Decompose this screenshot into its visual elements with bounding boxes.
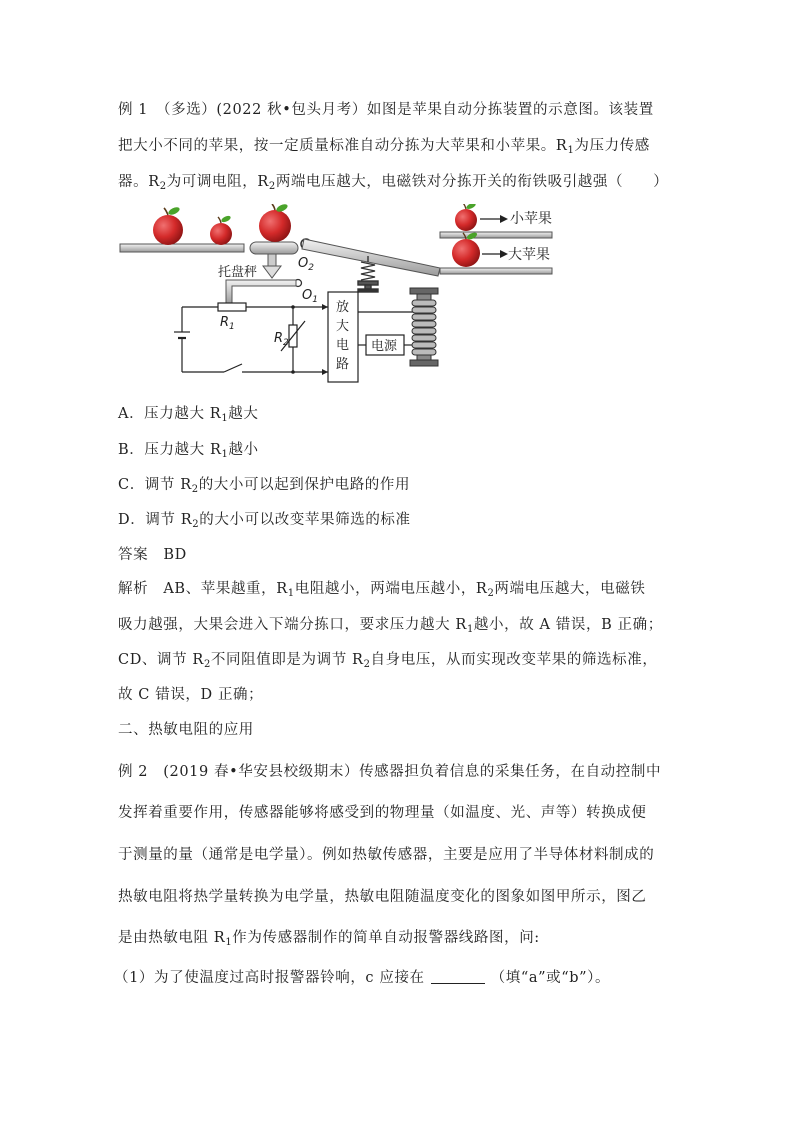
subscript: 2 <box>203 659 211 670</box>
apple-1 <box>153 206 183 245</box>
tray-label: 托盘秤 <box>218 265 258 280</box>
apple-3 <box>259 204 291 242</box>
big-apple-label: 大苹果 <box>508 247 550 263</box>
text: 电阻越小，两端电压越小，R <box>294 581 488 597</box>
text: （填“a”或“b”）。 <box>490 970 611 986</box>
amp-char-4: 路 <box>336 357 350 372</box>
text: D．调节 R <box>118 512 193 528</box>
text: 越小，故 A 错误，B 正确； <box>473 617 663 633</box>
answer-label: 答案 <box>118 547 149 563</box>
section-heading: 二、热敏电阻的应用 <box>118 722 254 738</box>
example2-line1 <box>118 760 661 781</box>
amp-char-3: 电 <box>336 338 350 353</box>
text: A．压力越大 R <box>118 406 222 422</box>
text: 两端电压越大，电磁铁对分拣开关的衔铁吸引越强（ ） <box>275 174 669 190</box>
text: AB、苹果越重，R <box>163 581 288 597</box>
example1-line3 <box>118 170 668 192</box>
r1-label: $R_1$ <box>220 315 235 332</box>
option-a <box>118 402 258 424</box>
r1-resistor <box>218 303 246 311</box>
example1-label: 例 1 <box>118 102 149 118</box>
answer-line <box>118 543 187 564</box>
subscript: 1 <box>221 449 229 460</box>
question-1 <box>114 966 610 987</box>
power-label: 电源 <box>371 339 398 354</box>
answer-value: BD <box>163 547 187 563</box>
subscript: 1 <box>221 413 229 424</box>
lower-track <box>440 268 552 274</box>
text: 不同阻值即是为调节 R <box>210 652 364 668</box>
text: B．压力越大 R <box>118 442 222 458</box>
text: (2019 春•华安县校级期末）传感器担负着信息的采集任务，在自动控制中 <box>163 764 662 780</box>
circuit <box>174 292 422 382</box>
text: 的大小可以改变苹果筛选的标准 <box>199 512 411 528</box>
text: 吸力越强，大果会进入下端分拣口，要求压力越大 R <box>118 617 467 633</box>
text: CD、调节 R <box>118 652 204 668</box>
r2-label: $R_2$ <box>274 331 289 348</box>
option-d <box>118 508 411 530</box>
example1-text: （多选）(2022 秋•包头月考）如图是苹果自动分拣装置的示意图。该装置 <box>163 102 654 118</box>
analysis-line3 <box>118 648 657 670</box>
o1-label: $O_1$ <box>302 288 318 305</box>
example2-line5 <box>118 926 540 948</box>
text: R <box>148 174 160 190</box>
lever-o1 <box>226 280 296 304</box>
text: R <box>257 174 269 190</box>
apple-2 <box>210 215 232 245</box>
text: 故 C 错误，D 正确； <box>118 687 264 703</box>
text: 越大 <box>228 406 259 422</box>
text: 越小 <box>228 442 259 458</box>
text: 两端电压越大，电磁铁 <box>494 581 646 597</box>
upper-track <box>440 232 552 238</box>
text: 把大小不同的苹果，按一定质量标准自动分拣为大苹果和小苹果。 <box>118 138 556 154</box>
subscript: 1 <box>225 937 233 948</box>
option-b <box>118 438 259 460</box>
analysis-label: 解析 <box>118 581 149 597</box>
example2-label: 例 2 <box>118 764 149 780</box>
text: 为压力传感 <box>574 138 650 154</box>
option-c <box>118 473 410 495</box>
text: 自身电压，从而实现改变苹果的筛选标准， <box>370 652 658 668</box>
text: 的大小可以起到保护电路的作用 <box>198 477 411 493</box>
subscript: 2 <box>363 659 371 670</box>
amp-char-2: 大 <box>336 319 350 334</box>
text: 作为传感器制作的简单自动报警器线路图，问: <box>232 930 540 946</box>
subscript: 2 <box>159 181 167 192</box>
subscript: 1 <box>466 624 474 635</box>
subscript: 2 <box>487 588 495 599</box>
example2-line3: 于测量的量（通常是电学量）。例如热敏传感器，主要是应用了半导体材料制成的 <box>118 847 655 863</box>
small-apple <box>455 204 477 231</box>
answer-blank[interactable] <box>431 969 485 984</box>
tray-scale <box>250 242 298 254</box>
analysis-line4 <box>118 683 263 704</box>
amp-char-1: 放 <box>336 300 350 315</box>
tray-stem <box>268 254 276 266</box>
text: （1）为了使温度过高时报警器铃响，c 应接在 <box>114 970 425 986</box>
text: C．调节 R <box>118 477 192 493</box>
analysis-line2 <box>118 613 663 635</box>
example1-line2 <box>118 134 650 156</box>
analysis-line1 <box>118 577 645 599</box>
subscript: 2 <box>268 181 276 192</box>
small-apple-label: 小苹果 <box>510 211 552 227</box>
left-conveyor <box>120 244 244 252</box>
subscript: 1 <box>287 588 295 599</box>
example1-line1 <box>118 98 654 119</box>
subscript: 1 <box>567 145 575 156</box>
subscript: 2 <box>191 484 199 495</box>
tray-arrow <box>263 266 281 278</box>
example2-line4: 热敏电阻将热学量转换为电学量，热敏电阻随温度变化的图象如图甲所示，图乙 <box>118 889 647 905</box>
apple-sorter-diagram <box>118 204 568 388</box>
text: R <box>555 138 568 154</box>
o2-label: $O_2$ <box>298 256 314 273</box>
electromagnet <box>410 288 438 366</box>
text: 器。 <box>118 174 149 190</box>
subscript: 2 <box>192 519 200 530</box>
text: 为可调电阻， <box>166 174 258 190</box>
text: 是由热敏电阻 R <box>118 930 226 946</box>
example2-line2: 发挥着重要作用，传感器能够将感受到的物理量（如温度、光、声等）转换成便 <box>118 805 647 821</box>
